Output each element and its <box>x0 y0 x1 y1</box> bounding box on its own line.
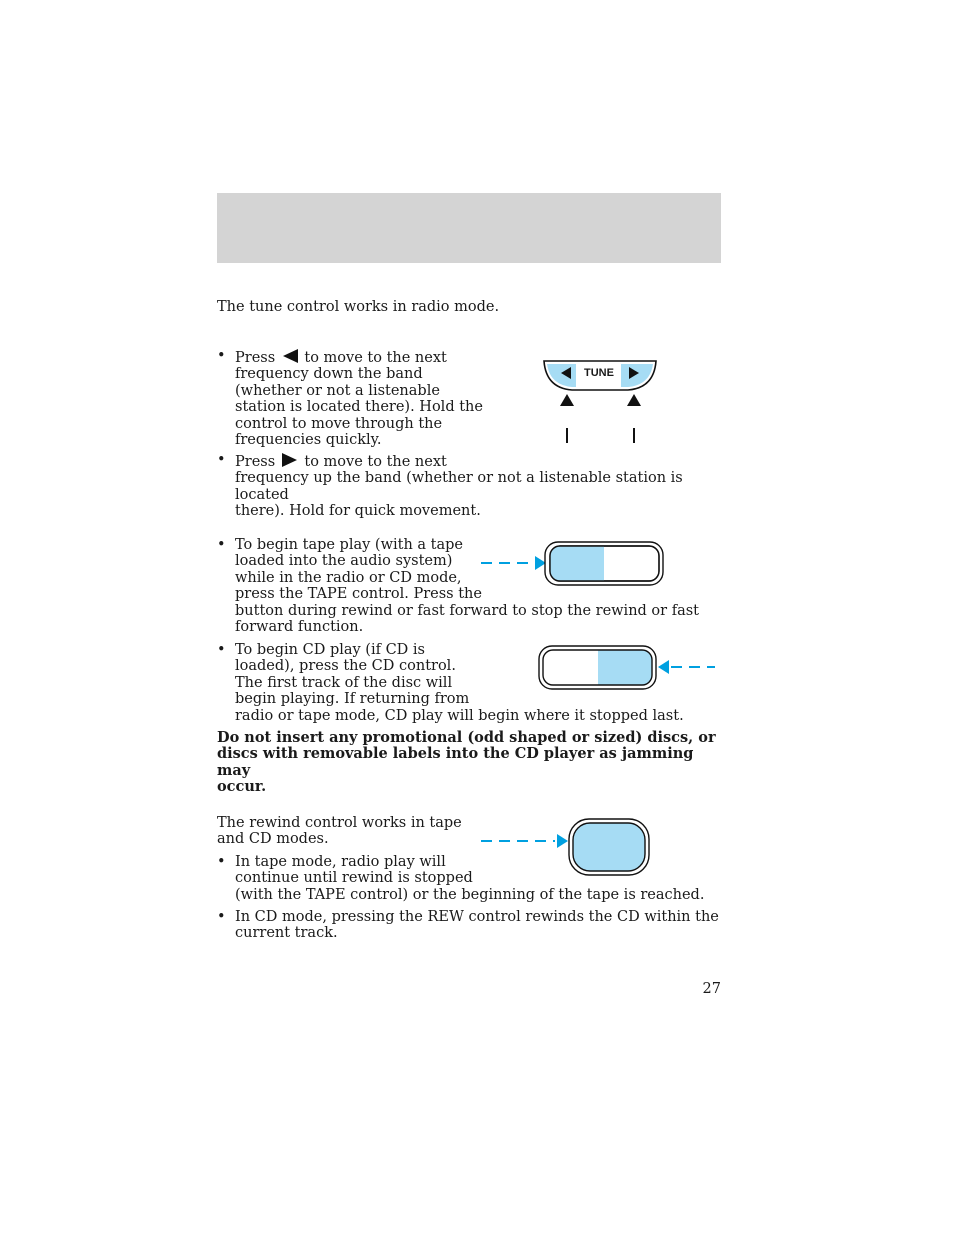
tune-up-bullet <box>217 452 717 520</box>
cd-line: loaded), press the CD control. <box>235 658 456 675</box>
bullet-dot: • <box>217 537 226 553</box>
press-word: Press <box>235 454 276 470</box>
rewind-tape-bullet <box>217 854 717 906</box>
cd-line: To begin CD play (if CD is <box>235 642 425 658</box>
pointer-arrow-icon <box>627 394 641 406</box>
bullet-dot: • <box>217 642 226 658</box>
tune-up-line: frequency up the band (whether or not a listenable station is located <box>235 470 683 503</box>
arrow-head-icon <box>658 660 669 674</box>
rewind-intro-line: The rewind control works in tape <box>217 815 462 831</box>
rewind-cd-line: current track. <box>235 925 338 942</box>
warning-line: Do not insert any promotional (odd shaped or sized) discs, or <box>217 729 716 746</box>
press-word: Press <box>235 350 276 366</box>
tape-line: press the TAPE control. Press the <box>235 586 482 603</box>
tune-down-line: frequencies quickly. <box>235 432 382 449</box>
rewind-cd-bullet <box>217 909 717 945</box>
page-number: 27 <box>702 981 721 997</box>
tune-down-line: frequency down the band <box>235 366 423 383</box>
left-triangle-icon <box>280 348 300 364</box>
bullet-dot: • <box>217 348 226 364</box>
rewind-intro <box>217 815 477 848</box>
rewind-tape-line: (with the TAPE control) or the beginning of the tape is reached. <box>235 886 705 903</box>
tune-down-line: control to move through the <box>235 415 443 432</box>
warning-line: occur. <box>217 778 267 796</box>
tape-line: To begin tape play (with a tape <box>235 537 463 553</box>
cd-line: radio or tape mode, CD play will begin where it stopped last. <box>235 707 684 724</box>
tape-line: button during rewind or fast forward to stop the rewind or fast <box>235 602 699 619</box>
tune-label: TUNE <box>584 367 614 379</box>
tape-line: while in the radio or CD mode, <box>235 569 462 586</box>
cd-line: begin playing. If returning from <box>235 691 470 708</box>
rewind-intro-line: and CD modes. <box>217 831 329 848</box>
bullet-dot: • <box>217 854 226 870</box>
right-triangle-icon <box>280 452 300 468</box>
tape-line: loaded into the audio system) <box>235 553 453 570</box>
warning-text <box>217 730 721 796</box>
rewind-tape-line: continue until rewind is stopped <box>235 870 473 887</box>
tune-down-line: station is located there). Hold the <box>235 399 483 416</box>
tune-down-line1: to move to the next <box>304 350 447 366</box>
tune-control-diagram <box>540 356 662 448</box>
tune-down-line: (whether or not a listenable <box>235 382 440 399</box>
tape-button-diagram <box>478 540 666 587</box>
bullet-dot: • <box>217 909 226 925</box>
tune-down-bullet <box>217 348 517 448</box>
bullet-dot: • <box>217 452 226 468</box>
cd-line: The first track of the disc will <box>235 674 453 691</box>
arrow-head-icon <box>557 834 568 848</box>
tape-line: forward function. <box>235 619 364 636</box>
tune-up-line: there). Hold for quick movement. <box>235 503 481 520</box>
intro-text: The tune control works in radio mode. <box>217 299 500 315</box>
warning-line: discs with removable labels into the CD player as jamming may <box>217 745 694 779</box>
pointer-arrow-icon <box>560 394 574 406</box>
rewind-tape-line: In tape mode, radio play will <box>235 854 446 870</box>
tune-up-line1: to move to the next <box>304 454 447 470</box>
section-header-band <box>217 193 721 263</box>
cd-button-diagram <box>537 644 717 691</box>
rewind-cd-line: In CD mode, pressing the REW control rewinds the CD within the <box>235 909 719 925</box>
